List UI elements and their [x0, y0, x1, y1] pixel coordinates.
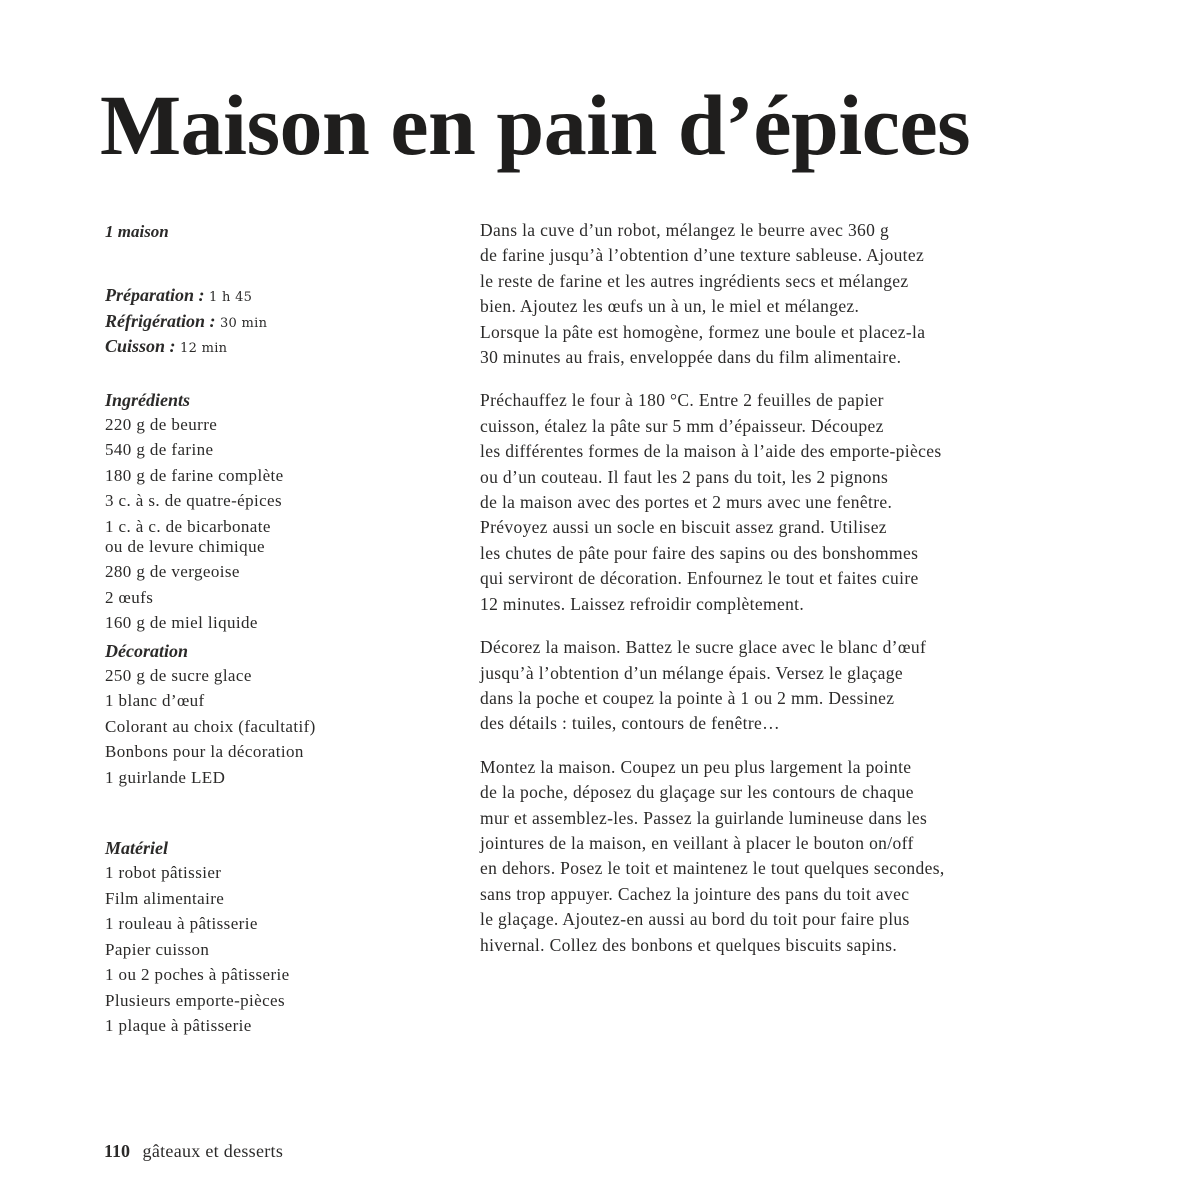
time-cuisson: [105, 335, 435, 361]
list-item: 3 c. à s. de quatre-épices: [105, 491, 283, 510]
list-item: Colorant au choix (facultatif): [105, 716, 316, 736]
materiel-heading: Matériel: [105, 838, 168, 858]
ingredients-heading: Ingrédients: [105, 389, 191, 410]
recipe-sidebar: [105, 218, 435, 1040]
step-paragraph: Dans la cuve d’un robot, mélangez le beurre avec 360 g de farine jusqu’à l’obtention d’une texture sableuse. Ajoutez le reste de farine et les autres ingrédients secs et mélangez bien. Ajoutez les œufs un à un, le miel et mélangez. Lorsque la pâte est homogène, formez une boule et placez-la 30 minutes au frais, enveloppée dans du film alimentaire.: [480, 220, 926, 368]
time-preparation: [105, 284, 435, 310]
list-item: 1 guirlande LED: [105, 767, 226, 787]
list-item: 180 g de farine complète: [105, 465, 284, 485]
list-item: 220 g de beurre: [105, 414, 218, 434]
list-item: Film alimentaire: [105, 888, 225, 908]
list-item: 1 plaque à pâtisserie: [105, 1016, 252, 1035]
step-paragraph: Montez la maison. Coupez un peu plus largement la pointe de la poche, déposez du glaçage sur les contours de chaque mur et assemblez-les. Passez la guirlande lumineuse dans les jointures de la maison, en veillant à placer le bouton on/off en dehors. Posez le toit et maintenez le tout quelques secondes, sans trop appuyer. Cachez la jointure des pans du toit avec le glaçage. Ajoutez-en aussi au bord du toit pour faire plus hivernal. Collez des bonbons et quelques biscuits sapins.: [480, 756, 945, 955]
ingredients-list: [105, 413, 435, 637]
time-value: 12 min: [180, 341, 228, 356]
time-label: Réfrigération :: [105, 310, 216, 331]
time-value: 1 h 45: [208, 290, 253, 305]
list-item: Papier cuisson: [105, 939, 210, 959]
time-label: Préparation :: [105, 285, 205, 305]
list-item: Plusieurs emporte-pièces: [105, 990, 286, 1010]
page-number: 110: [104, 1141, 131, 1161]
list-item: 250 g de sucre glace: [105, 665, 252, 685]
decoration-list: [105, 664, 435, 792]
decoration-heading: Décoration: [105, 640, 188, 661]
time-label: Cuisson :: [105, 336, 176, 356]
list-item: 1 c. à c. de bicarbonate ou de levure chimique: [105, 516, 271, 556]
list-item: 540 g de farine: [105, 440, 214, 459]
list-item: 1 rouleau à pâtisserie: [105, 914, 258, 933]
recipe-title: Maison en pain d’épices: [100, 77, 971, 173]
recipe-yield: 1 maison: [105, 222, 169, 241]
list-item: 1 ou 2 poches à pâtisserie: [105, 965, 290, 984]
step-paragraph: Décorez la maison. Battez le sucre glace avec le blanc d’œuf jusqu’à l’obtention d’un mélange épais. Versez le glaçage dans la poche et coupez la pointe à 1 ou 2 mm. Dessinez des détails : tuiles, contours de fenêtre…: [480, 637, 927, 734]
step-paragraph: Préchauffez le four à 180 °C. Entre 2 feuilles de papier cuisson, étalez la pâte sur 5 mm d’épaisseur. Découpez les différentes formes de la maison à l’aide des emporte-pièces ou d’un couteau. Il faut les 2 pans du toit, les 2 pignons de la maison avec des portes et 2 murs avec une fenêtre. Prévoyez aussi un socle en biscuit assez grand. Utilisez les chutes de pâte pour faire des sapins ou des bonshommes qui serviront de décoration. Enfournez le tout et faites cuire 12 minutes. Laissez refroidir complètement.: [480, 390, 942, 614]
list-item: 2 œufs: [105, 587, 154, 607]
list-item: 1 blanc d’œuf: [105, 691, 205, 710]
time-value: 30 min: [219, 315, 268, 331]
list-item: 160 g de miel liquide: [105, 613, 258, 632]
materiel-list: [105, 861, 435, 1040]
list-item: Bonbons pour la décoration: [105, 742, 304, 761]
list-item: 280 g de vergeoise: [105, 562, 240, 581]
recipe-steps: [480, 218, 1060, 976]
list-item: 1 robot pâtissier: [105, 863, 222, 882]
time-refrigeration: [105, 310, 435, 336]
recipe-times: [105, 284, 435, 361]
section-name: gâteaux et desserts: [142, 1141, 284, 1161]
page-footer: [104, 1139, 283, 1163]
